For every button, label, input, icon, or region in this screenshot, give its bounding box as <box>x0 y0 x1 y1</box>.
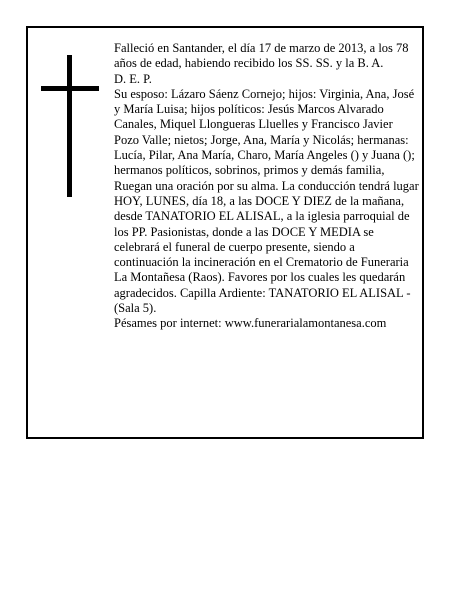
obituary-notice <box>26 26 424 439</box>
cross-icon <box>41 55 99 197</box>
notice-text <box>114 41 419 332</box>
condolences-web: Pésames por internet: www.funerarialamontanesa.com <box>114 316 387 331</box>
funeral-details: Ruegan una oración por su alma. La conducción tendrá lugar HOY, LUNES, día 18, a las DOCE Y DIEZ de la mañana, desde TANATORIO EL ALISAL, a la iglesia parroquial de los PP. Pasionistas, donde a las DOCE Y MEDIA se celebrará el funeral de cuerpo presente, siendo a continuación la incineración en el Crematorio de Funeraria La Montañesa (Raos). Favores por los cuales les quedarán agradecidos. Capilla Ardiente: TANATORIO EL ALISAL - (Sala 5). <box>114 178 419 316</box>
death-announcement: Falleció en Santander, el día 17 de marzo de 2013, a los 78 años de edad, habiendo recibido los SS. SS. y la B. A. <box>114 41 409 71</box>
rest-in-peace: D. E. P. <box>114 71 152 86</box>
family-list: Su esposo: Lázaro Sáenz Cornejo; hijos: Virginia, Ana, José y María Luisa; hijos políticos: Jesús Marcos Alvarado Canales, Miquel Llongueras Lluelles y Francisco Javier Pozo Valle; nietos; Jorge, Ana, María y Nicolás; hermanas: Lucía, Pilar, Ana María, Charo, María Angeles () y Juana (); hermanos políticos, sobrinos, primos y demás familia, <box>114 86 415 178</box>
